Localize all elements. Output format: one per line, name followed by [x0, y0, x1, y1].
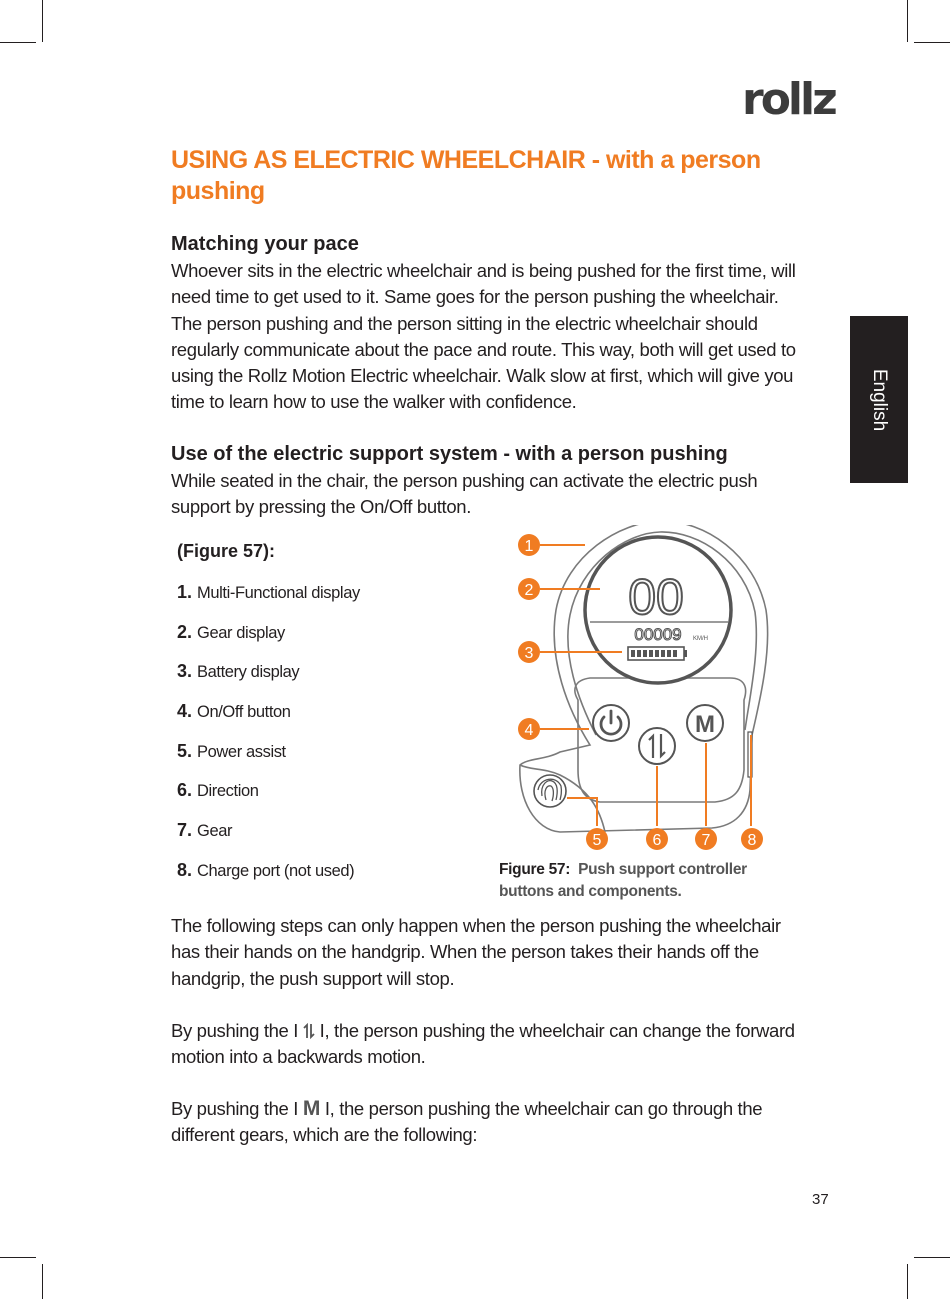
mode-m-icon: M — [302, 1097, 321, 1120]
paragraph-matching-pace: Whoever sits in the electric wheelchair and is being pushed for the first time, will need time to get used to it. Same goes for the person pushing the wheelchair. The person pushing and the person sitting in the electric wheelchair should regularly communicate about the pace and route. This way, both will get used to using the Rollz Motion Electric wheelchair. Walk slow at first, which will give you time to learn how to use the walker with confidence. — [171, 260, 796, 413]
page-title: USING AS ELECTRIC WHEELCHAIR - with a person pushing — [171, 146, 761, 205]
language-tab — [850, 316, 908, 483]
callout-6 — [646, 828, 668, 850]
legend-number: 8. — [177, 859, 193, 880]
mode-button — [687, 705, 723, 741]
callout-1 — [518, 534, 540, 556]
legend-label: Gear display — [197, 623, 285, 642]
crop-mark — [0, 42, 36, 43]
legend-label: Gear — [197, 822, 233, 841]
callout-5 — [586, 828, 608, 850]
direction-arrows-icon — [303, 1023, 315, 1039]
svg-text:4: 4 — [524, 722, 534, 739]
svg-text:5: 5 — [592, 832, 602, 849]
crop-mark — [0, 1257, 36, 1258]
legend-number: 4. — [177, 701, 193, 722]
gear-digits: 00 — [628, 569, 684, 625]
mode-button-label: M — [695, 711, 715, 738]
callout-4 — [518, 718, 540, 740]
legend-item — [177, 780, 360, 820]
section-heading-matching-pace: Matching your pace — [171, 233, 359, 255]
legend-item — [177, 741, 360, 781]
figure-caption-label: Figure 57: — [499, 861, 571, 878]
direction-text-before: By pushing the I — [171, 1020, 303, 1041]
legend-number: 7. — [177, 820, 193, 841]
crop-mark — [914, 42, 950, 43]
paragraph-gear — [171, 1096, 806, 1149]
callout-8 — [741, 828, 763, 850]
legend-label: Battery display — [197, 663, 300, 682]
legend-item — [177, 661, 360, 701]
crop-mark — [914, 1257, 950, 1258]
odometer-digits: 00009 — [634, 625, 682, 644]
legend-label: Direction — [197, 782, 259, 801]
figure-caption-text: Push support controller buttons and components. — [499, 861, 747, 900]
legend-label: Multi-Functional display — [197, 584, 360, 602]
crop-mark — [907, 0, 908, 42]
crop-mark — [42, 1264, 43, 1299]
paragraph-handgrip: The following steps can only happen when the person pushing the wheelchair has their hands on the handgrip. When the person takes their hands off the handgrip, the push support will stop. — [171, 915, 781, 989]
callout-2 — [518, 578, 540, 600]
legend-label: On/Off button — [197, 703, 291, 722]
controller-illustration — [500, 525, 800, 855]
fingerprint-sensor — [534, 775, 566, 807]
legend-item — [177, 820, 360, 860]
crop-mark — [42, 0, 43, 42]
callout-3 — [518, 641, 540, 663]
section-heading-electric-support: Use of the electric support system - with a person pushing — [171, 443, 728, 465]
crop-mark — [907, 1264, 908, 1299]
paragraph-direction — [171, 1018, 806, 1071]
legend-number: 3. — [177, 661, 193, 682]
legend-number: 1. — [177, 582, 193, 602]
power-button — [593, 705, 629, 741]
callout-7 — [695, 828, 717, 850]
legend-item — [177, 701, 360, 741]
language-tab-label: English — [869, 368, 890, 431]
legend-item — [177, 622, 360, 662]
direction-text-after: I, the person pushing the wheelchair can change the forward motion into a backwards motion. — [171, 1020, 795, 1068]
speed-unit: KM/H — [693, 636, 708, 642]
figure-reference: (Figure 57): — [177, 541, 276, 561]
legend-number: 6. — [177, 780, 193, 801]
legend-label: Charge port (not used) — [197, 861, 355, 880]
svg-text:3: 3 — [524, 645, 534, 662]
brand-logo: rollz — [742, 74, 835, 125]
legend-number: 2. — [177, 621, 193, 642]
svg-text:1: 1 — [524, 538, 534, 555]
page-number: 37 — [812, 1191, 829, 1208]
svg-text:8: 8 — [747, 832, 757, 849]
svg-text:2: 2 — [524, 582, 534, 599]
legend-label: Power assist — [197, 742, 286, 761]
direction-button — [639, 728, 675, 764]
legend-item — [177, 860, 360, 900]
gear-text-after: I, the person pushing the wheelchair can go through the different gears, which are the following: — [171, 1098, 763, 1146]
figure-caption — [499, 859, 799, 903]
paragraph-electric-support: While seated in the chair, the person pushing can activate the electric push support by pressing the On/Off button. — [171, 470, 758, 518]
svg-text:7: 7 — [701, 832, 711, 849]
gear-text-before: By pushing the I — [171, 1098, 303, 1119]
svg-text:6: 6 — [652, 832, 662, 849]
legend-item — [177, 582, 360, 622]
legend-number: 5. — [177, 740, 193, 761]
component-legend — [177, 582, 360, 900]
